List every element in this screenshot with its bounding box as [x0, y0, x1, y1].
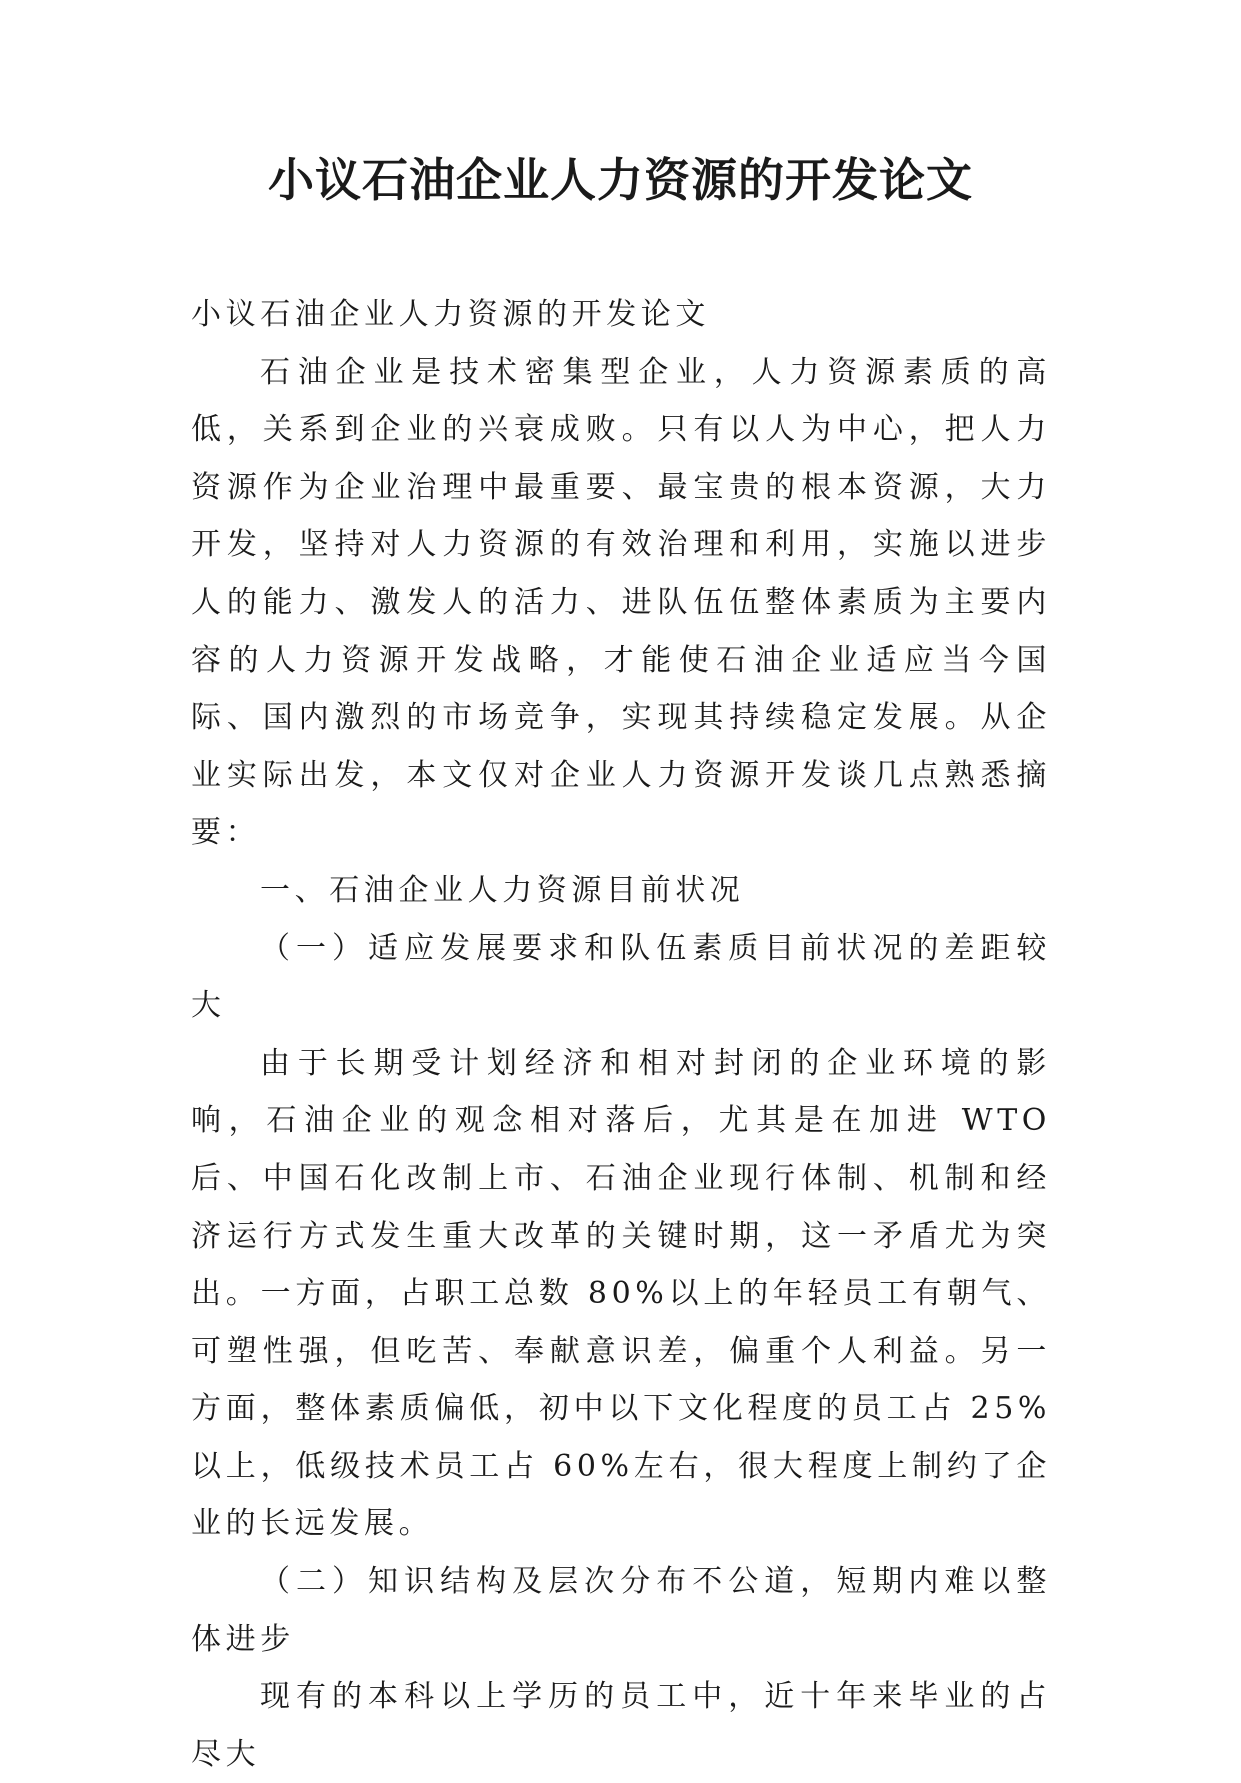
subsection-heading-1: （一）适应发展要求和队伍素质目前状况的差距较大 — [191, 930, 1051, 1024]
paragraph-body-1: 由于长期受计划经济和相对封闭的企业环境的影响，石油企业的观念相对落后，尤其是在加进 WTO 后、中国石化改制上市、石油企业现行体制、机制和经济运行方式发生重大改革的关键时期，这一矛盾尤为突出。一方面，占职工总数 80%以上的年轻员工有朝气、可塑性强，但吃苦、奉献意识差，偏重个人利益。另一方面，整体素质偏低，初中以下文化程度的员工占 25%以上，低级技术员工占 60%左右，很大程度上制约了企业的长远发展。 — [191, 1045, 1051, 1542]
paragraph-body-2: 现有的本科以上学历的员工中，近十年来毕业的占尽大 — [191, 1679, 1051, 1772]
paragraph-intro: 石油企业是技术密集型企业，人力资源素质的高低，关系到企业的兴衰成败。只有以人为中心，把人力资源作为企业治理中最重要、最宝贵的根本资源，大力开发，坚持对人力资源的有效治理和利用，实施以进步人的能力、激发人的活力、进队伍伍整体素质为主要内容的人力资源开发战略，才能使石油企业适应当今国际、国内激烈的市场竞争，实现其持续稳定发展。从企业实际出发，本文仅对企业人力资源开发谈几点熟悉摘要： — [191, 354, 1051, 851]
paragraph-subtitle: 小议石油企业人力资源的开发论文 — [191, 297, 710, 332]
document-title: 小议石油企业人力资源的开发论文 — [268, 153, 973, 207]
document-body — [191, 286, 1051, 1783]
subsection-heading-2: （二）知识结构及层次分布不公道，短期内难以整体进步 — [191, 1564, 1051, 1657]
section-heading-1: 一、石油企业人力资源目前状况 — [260, 872, 745, 908]
